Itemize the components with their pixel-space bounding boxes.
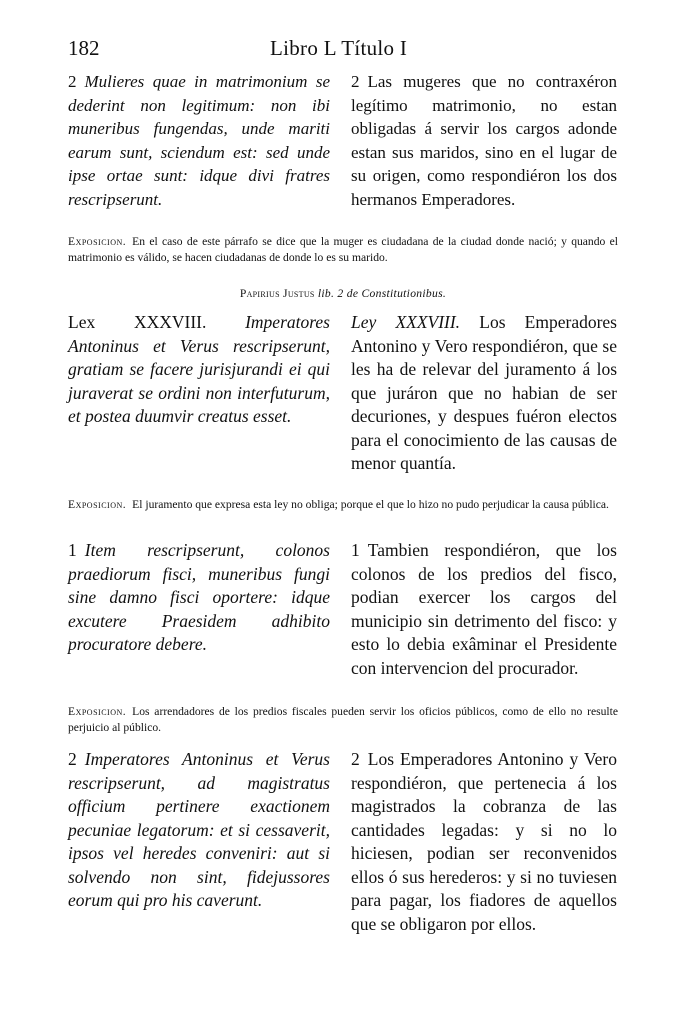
section-paragraph-2b xyxy=(68,748,618,963)
exposition-label: Exposicion. xyxy=(68,705,127,718)
exposition-label: Exposicion. xyxy=(68,498,127,511)
running-head: Libro L Título I xyxy=(270,36,408,60)
spanish-column xyxy=(351,70,617,211)
spanish-column xyxy=(351,748,617,936)
spanish-paragraph-number: 2 xyxy=(351,72,360,91)
source-work: lib. 2 de Constitutionibus. xyxy=(317,287,447,300)
section-paragraph-1 xyxy=(68,539,618,699)
section-lex-xxxviii xyxy=(68,311,618,491)
spanish-text: Las mugeres que no contraxéron legítimo matrimonio, no estan obligadas á servir los cargos adonde estan sus maridos, sino en el lugar de su origen, como respondiéron los dos hermanos Emperadores. xyxy=(351,72,617,209)
exposition-2 xyxy=(68,497,618,531)
exposition-text: El juramento que expresa esta ley no obliga; porque el que lo hizo no pudo perjudicar la causa pública. xyxy=(132,498,609,511)
latin-column xyxy=(68,539,330,657)
exposition-text: En el caso de este párrafo se dice que la muger es ciudadana de la ciudad donde nació; y quando el matrimonio es válido, se hacen ciudadanas de donde lo es su marido. xyxy=(68,235,618,264)
spanish-text: Los Emperadores Antonino y Vero respondiéron, que se les ha de relevar del juramento á los que juráron que no habian de ser decuriones, y despues fuéron electos para el conocimiento de las causas de menor quantía. xyxy=(351,312,617,473)
spanish-paragraph-number: 2 xyxy=(351,749,360,769)
latin-law-heading: Lex XXXVIII. xyxy=(68,312,207,332)
latin-column xyxy=(68,311,330,429)
latin-text: Mulieres quae in matrimonium se dederint non legitimum: non ibi muneribus fungendas, unde mariti earum sunt, sciendum est: sed unde ipse ortae sunt: idque divi fratres rescripserunt. xyxy=(68,72,330,209)
page-number: 182 xyxy=(68,36,100,60)
latin-column xyxy=(68,748,330,913)
spanish-column xyxy=(351,311,617,476)
exposition-text: Los arrendadores de los predios fiscales pueden servir los oficios públicos, como de ello no resulte perjuicio al público. xyxy=(68,705,618,734)
page-header xyxy=(68,36,618,66)
latin-text: Imperatores Antoninus et Verus rescripserunt, gratiam se facere jurisjurandi ei qui juraverat se ordini non interfuturum, et postea duumvir creatus esset. xyxy=(68,312,330,426)
spanish-law-heading: Ley XXXVIII. xyxy=(351,312,461,332)
spanish-text: Los Emperadores Antonino y Vero respondiéron, que pertenecia á los magistrados la cobranza de las cantidades legadas: y si no lo hiciesen, podian ser reconvenidos ellos ó sus herederos: y si no tuviesen para pagar, los fiadores de aquellos que se obligaron por ellos. xyxy=(351,749,617,934)
latin-column xyxy=(68,70,330,211)
spanish-column xyxy=(351,539,617,680)
latin-paragraph-number: 2 xyxy=(68,749,77,769)
latin-paragraph-number: 2 xyxy=(68,72,77,91)
source-author: Papirius Justus xyxy=(239,287,315,300)
latin-paragraph-number: 1 xyxy=(68,540,77,560)
spanish-text: Tambien respondiéron, que los colonos de los predios del fisco, podian exercer los cargos del municipio sin detrimento del fisco: y esto lo debia exâminar el Presidente con intervencion del procurador. xyxy=(351,540,617,678)
source-citation xyxy=(68,287,618,305)
exposition-1 xyxy=(68,234,618,282)
exposition-3 xyxy=(68,704,618,738)
latin-text: Item rescripserunt, colonos praediorum fisci, muneribus fungi sine damno fisci oportere: idque excutere Praesidem adhibito procuratore debere. xyxy=(68,540,330,654)
exposition-label: Exposicion. xyxy=(68,235,127,248)
latin-text: Imperatores Antoninus et Verus rescripserunt, ad magistratus officium pertinere exactionem pecuniae legatorum: et si cessaverit, ipsos vel heredes conveniri: aut si solvendo non sint, fidejussores eorum qui pro his caverunt. xyxy=(68,749,330,910)
spanish-paragraph-number: 1 xyxy=(351,540,360,560)
section-paragraph-2 xyxy=(68,70,618,230)
